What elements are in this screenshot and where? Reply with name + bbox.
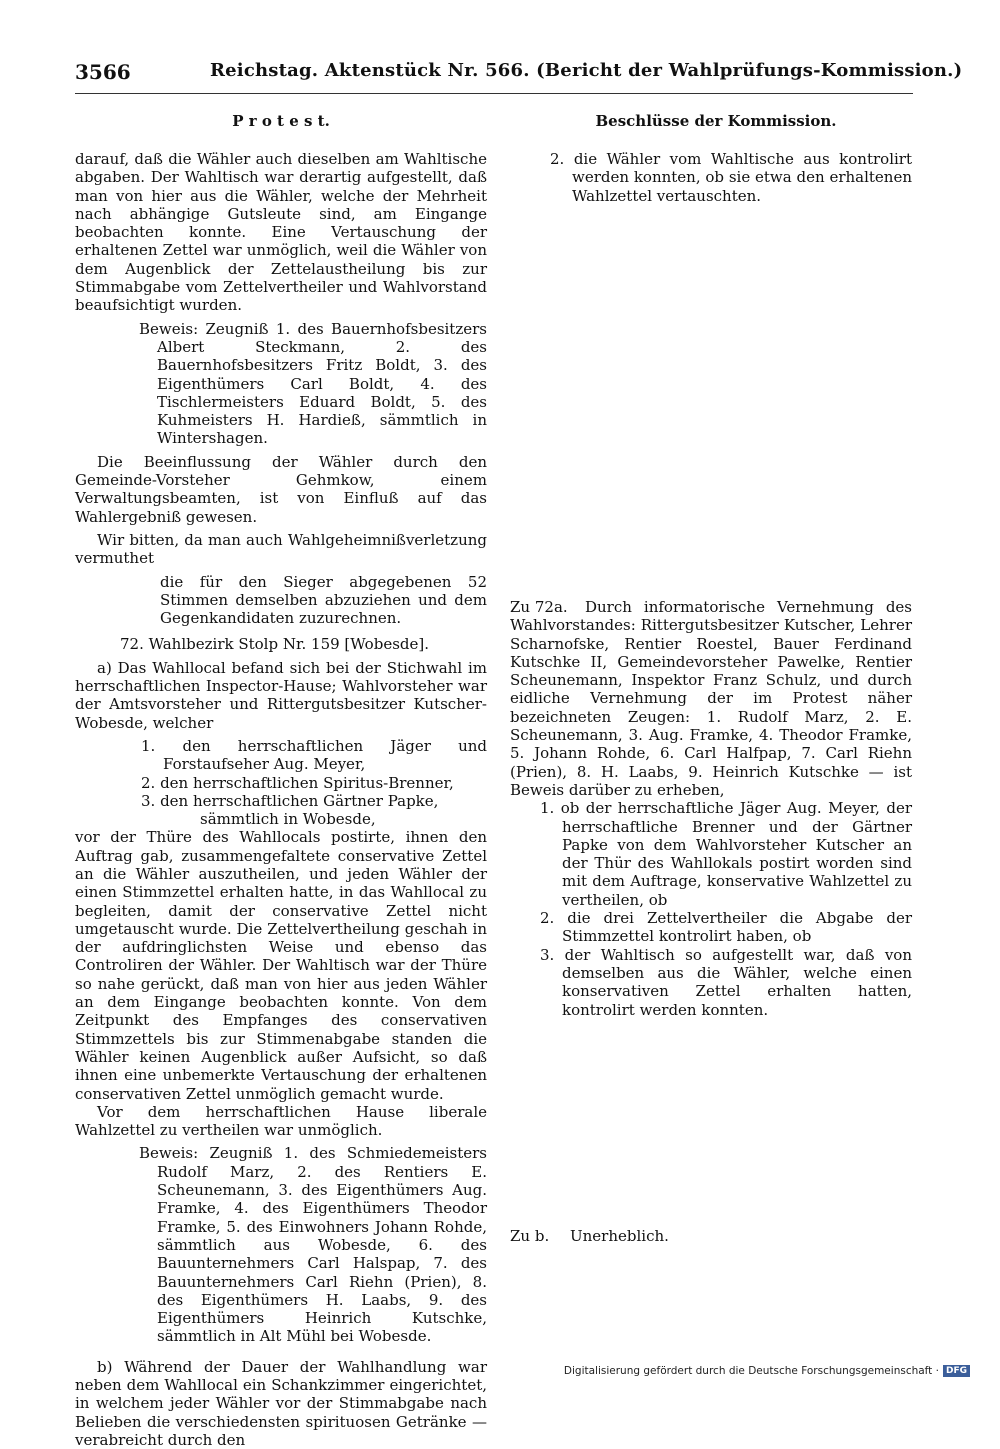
commission-heading: Beschlüsse der Kommission. [595, 112, 837, 130]
protest-heading: P r o t e s t. [232, 112, 330, 130]
zu-72a-item-3: 3. der Wahltisch so aufgestellt war, daß von demselben aus die Wähler, welche einen konservativen Zettel erhalten hatten, kontrolirt werden konnten. [540, 945, 912, 1019]
section-a-item-2: 2. den herrschaftlichen Spiritus-Brenner, [141, 773, 454, 792]
zu-b-label: Zu b. [510, 1227, 550, 1245]
evidence-block-1: Beweis: Zeugniß 1. des Bauernhofsbesitzers Albert Steckmann, 2. des Bauernhofsbesitzers Fritz Boldt, 3. des Eigenthümers Carl Boldt, 4. des Tischlermeisters Eduard Boldt, 5. des Kuhmeisters H. Hardieß, sämmtlich in Wintershagen. [139, 319, 487, 448]
zu-b-text: Unerheblich. [570, 1227, 669, 1245]
left-column [75, 150, 487, 1449]
footer-text: Digitalisierung gefördert durch die Deutsche Forschungsgemeinschaft · [563, 1365, 939, 1377]
zu-72a-item-2: 2. die drei Zettelvertheiler die Abgabe der Stimmzettel kontrolirt haben, ob [540, 909, 912, 946]
zu-72a-label: Zu 72a. [510, 598, 568, 616]
request-detail: die für den Sieger abgegebenen 52 Stimmen demselben abzuziehen und dem Gegenkandidaten zuzurechnen. [160, 572, 487, 628]
dfg-logo: DFG [943, 1365, 970, 1377]
section-b-paragraph: b) Während der Dauer der Wahlhandlung war neben dem Wahllocal ein Schankzimmer eingerichtet, in welchem jeder Wähler vor der Stimmabgabe nach Belieben die verschiedensten spirituosen Getränke — verabreicht durch den [75, 1357, 487, 1449]
evidence-block-2: Beweis: Zeugniß 1. des Schmiedemeisters Rudolf Marz, 2. des Rentiers E. Scheunemann, 3. des Eigenthümers Aug. Framke, 4. des Eigenthümers Theodor Framke, 5. des Einwohners Johann Rohde, sämmtlich aus Wobesde, 6. des Bauunternehmers Carl Halspap, 7. des Bauunternehmers Carl Riehn (Prien), 8. des Eigenthümers H. Laabs, 9. des Eigenthümers Heinrich Kutschke, sämmtlich in Alt Mühl bei Wobesde. [139, 1144, 487, 1346]
resolution-item-2: 2. die Wähler vom Wahltische aus kontrolirt werden konnten, ob sie etwa den erhaltenen Wahlzettel vertauschten. [550, 150, 912, 205]
request-paragraph: Wir bitten, da man auch Wahlgeheimnißverletzung vermuthet [75, 530, 487, 568]
zu-72a-block [510, 598, 912, 1019]
zu-72a-item-1: 1. ob der herrschaftliche Jäger Aug. Meyer, der herrschaftliche Brenner und der Gärtner Papke von dem Wahlvorsteher Kutscher an der Thür des Wahllokals postirt worden sind mit dem Auftrage, konservative Wahlzettel zu vertheilen, ob [540, 799, 912, 909]
running-title: Reichstag. Aktenstück Nr. 566. (Bericht der Wahlprüfungs-Kommission.) [210, 60, 963, 81]
section-a-item-3: 3. den herrschaftlichen Gärtner Papke, [141, 791, 439, 810]
header-rule [75, 93, 913, 94]
section-a-paragraph-2: Vor dem herrschaftlichen Hause liberale Wahlzettel zu vertheilen war unmöglich. [75, 1102, 487, 1140]
section-a-items-continuation: sämmtlich in Wobesde, [200, 810, 376, 829]
influence-paragraph: Die Beeinflussung der Wähler durch den Gemeinde-Vorsteher Gehmkow, einem Verwaltungsbeamten, ist von Einfluß auf das Wahlergebniß gewesen. [75, 452, 487, 526]
zu-72a-text: Durch informatorische Vernehmung des Wahlvorstandes: Rittergutsbesitzer Kutscher, Lehrer Scharnofske, Rentier Roestel, Bauer Ferdinand Kutschke II, Gemeindevorsteher Pawelke, Rentier Scheunemann, Inspektor Franz Schulz, und durch eidliche Vernehmung der im Protest näher bezeichneten Zeugen: 1. Rudolf Marz, 2. E. Scheunemann, 3. Aug. Framke, 4. Theodor Framke, 5. Johann Rohde, 6. Carl Halfpap, 7. Carl Riehn (Prien), 8. H. Laabs, 9. Heinrich Kutschke — ist Beweis darüber zu erheben, [510, 598, 912, 799]
page-number: 3566 [75, 60, 131, 84]
digitization-footer [564, 1365, 970, 1377]
section-a-body: vor der Thüre des Wahllocals postirte, ihnen den Auftrag gab, zusammengefaltete conservative Zettel an die Wähler auszutheilen, und jeden Wähler der einen Stimmzettel erhalten hatte, in das Wahllocal zu begleiten, damit der conservative Zettel nicht umgetauscht wurde. Die Zettelvertheilung geschah in der aufdringlichsten Weise und ebenso das Controliren der Wähler. Der Wahltisch war der Thüre so nahe gerückt, daß man von hier aus jeden Wähler an dem Eingange beobachten konnte. Von dem Zeitpunkt des Empfanges des conservativen Stimmzettels bis zur Stimmenabgabe standen die Wähler keinen Augenblick außer Aufsicht, so daß ihnen eine unbemerkte Vertauschung der erhaltenen conservativen Zettel unmöglich gemacht wurde. [75, 828, 487, 1103]
resolution-item-2-block [520, 150, 912, 205]
section-72-heading: 72. Wahlbezirk Stolp Nr. 159 [Wobesde]. [120, 635, 429, 654]
protest-intro-paragraph: darauf, daß die Wähler auch dieselben am Wahltische abgaben. Der Wahltisch war derartig aufgestellt, daß man von hier aus die Wähler, welche der Mehrheit nach abhängige Gutsleute sind, am Eingange beobachten konnte. Eine Vertauschung der erhaltenen Zettel war unmöglich, weil die Wähler von dem Augenblick der Zettelaustheilung bis zur Stimmabgabe vom Zettelvertheiler und Wahlvorstand beaufsichtigt wurden. [75, 150, 487, 315]
section-a-item-1: 1. den herrschaftlichen Jäger und Forstaufseher Aug. Meyer, [141, 736, 487, 774]
section-a-intro: a) Das Wahllocal befand sich bei der Stichwahl im herrschaftlichen Inspector-Hause; Wahlvorsteher war der Amtsvorsteher und Rittergutsbesitzer Kutscher-Wobesde, welcher [75, 658, 487, 732]
